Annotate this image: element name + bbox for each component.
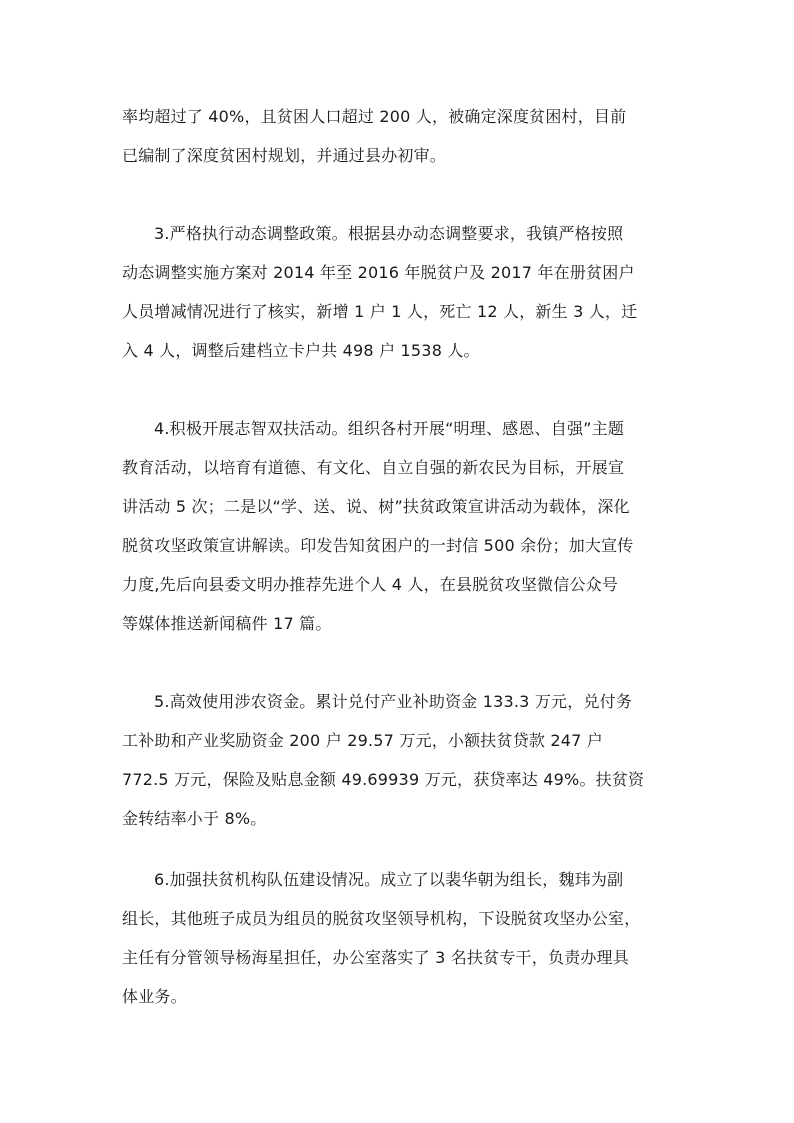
- paragraph-organization-building: [122, 860, 682, 1016]
- paragraph-agricultural-funds: [122, 682, 682, 838]
- text-line: 6.加强扶贫机构队伍建设情况。成立了以裴华朝为组长，魏玮为副: [154, 870, 624, 889]
- text-line: 力度,先后向县委文明办推荐先进个人 4 人，在县脱贫攻坚微信公众号: [122, 575, 619, 594]
- text-line: 已编制了深度贫困村规划，并通过县办初审。: [122, 146, 447, 165]
- paragraph-deep-poverty-village: [122, 97, 682, 175]
- text-line: 教育活动，以培育有道德、有文化、自立自强的新农民为目标，开展宣: [122, 458, 625, 477]
- text-line: 3.严格执行动态调整政策。根据县办动态调整要求，我镇严格按照: [154, 224, 624, 243]
- paragraph-education-activities: [122, 409, 682, 643]
- text-line: 工补助和产业奖励资金 200 户 29.57 万元，小额扶贫贷款 247 户: [122, 731, 603, 750]
- text-line: 772.5 万元，保险及贴息金额 49.69939 万元，获贷率达 49%。扶贫资: [122, 770, 645, 789]
- text-line: 率均超过了 40%，且贫困人口超过 200 人，被确定深度贫困村，目前: [122, 107, 627, 126]
- paragraph-dynamic-adjustment: [122, 214, 682, 370]
- text-line: 组长，其他班子成员为组员的脱贫攻坚领导机构，下设脱贫攻坚办公室，: [122, 909, 641, 928]
- text-line: 金转结率小于 8%。: [122, 809, 267, 828]
- text-line: 人员增减情况进行了核实，新增 1 户 1 人，死亡 12 人，新生 3 人，迁: [122, 302, 638, 321]
- text-line: 讲活动 5 次；二是以“学、送、说、树”扶贫政策宣讲活动为载体，深化: [122, 497, 630, 516]
- text-line: 动态调整实施方案对 2014 年至 2016 年脱贫户及 2017 年在册贫困户: [122, 263, 635, 282]
- text-line: 4.积极开展志智双扶活动。组织各村开展“明理、感恩、自强”主题: [154, 419, 625, 438]
- text-line: 等媒体推送新闻稿件 17 篇。: [122, 614, 332, 633]
- text-line: 脱贫攻坚政策宣讲解读。印发告知贫困户的一封信 500 余份；加大宣传: [122, 536, 634, 555]
- text-line: 5.高效使用涉农资金。累计兑付产业补助资金 133.3 万元，兑付务: [154, 692, 633, 711]
- text-line: 主任有分管领导杨海星担任，办公室落实了 3 名扶贫专干，负责办理具: [122, 948, 629, 967]
- text-line: 入 4 人，调整后建档立卡户共 498 户 1538 人。: [122, 341, 480, 360]
- text-line: 体业务。: [122, 987, 187, 1006]
